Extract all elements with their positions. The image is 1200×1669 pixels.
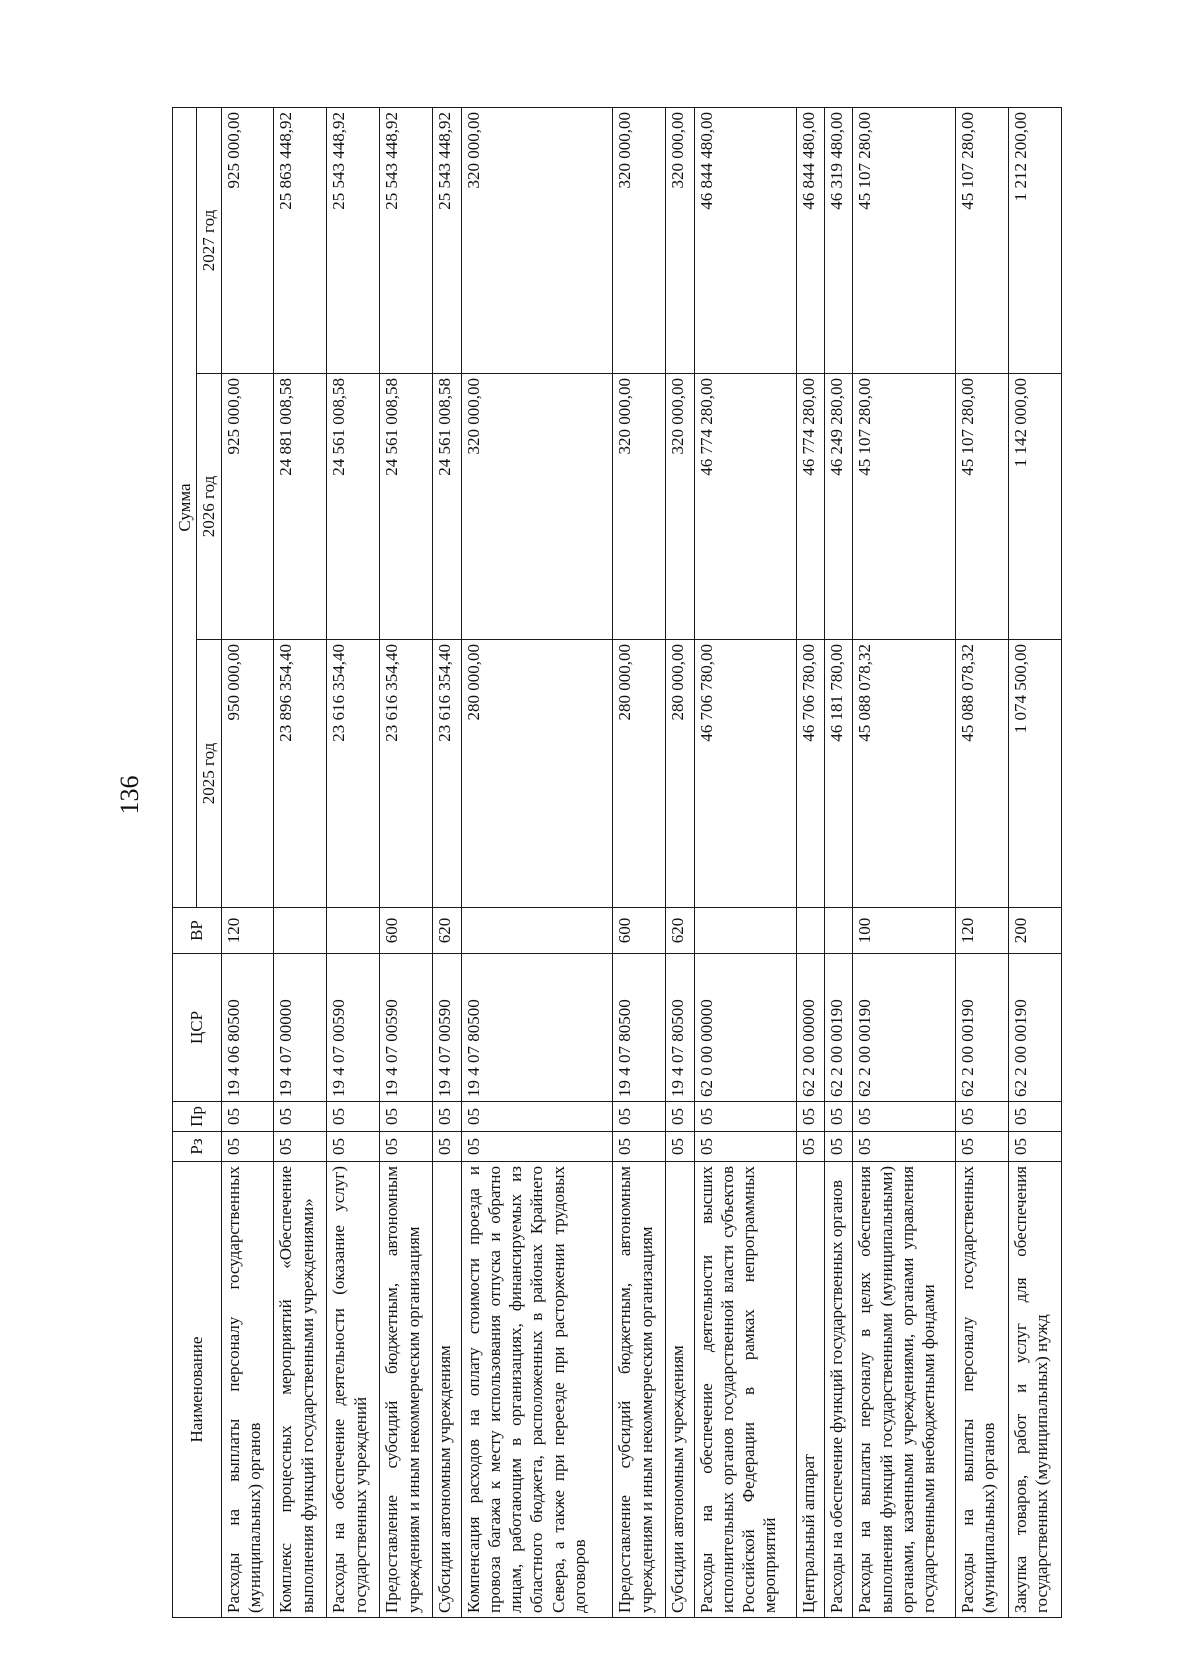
cell-pr: 05 — [666, 1102, 694, 1132]
cell-2025: 46 706 780,00 — [694, 640, 796, 908]
cell-pr: 05 — [461, 1102, 613, 1132]
cell-rz: 05 — [666, 1132, 694, 1162]
cell-rz: 05 — [274, 1132, 327, 1162]
cell-pr: 05 — [825, 1102, 853, 1132]
cell-name: Предоставление субсидий бюджетным, автономным учреждениям и иным некоммерческим организациям — [613, 1162, 666, 1618]
cell-name: Субсидии автономным учреждениям — [666, 1162, 694, 1618]
cell-vr: 600 — [613, 908, 666, 954]
cell-rz: 05 — [433, 1132, 461, 1162]
table-row — [955, 108, 1008, 1618]
table-row — [274, 108, 327, 1618]
table-row — [433, 108, 461, 1618]
cell-2025: 950 000,00 — [221, 640, 274, 908]
cell-csr: 19 4 07 00590 — [380, 954, 433, 1102]
cell-pr: 05 — [613, 1102, 666, 1132]
cell-name: Комплекс процессных мероприятий «Обеспечение выполнения функций государственными учреждениями» — [274, 1162, 327, 1618]
cell-csr: 19 4 07 80500 — [613, 954, 666, 1102]
cell-name: Расходы на обеспечение функций государственных органов — [825, 1162, 853, 1618]
cell-rz: 05 — [613, 1132, 666, 1162]
cell-name: Центральный аппарат — [797, 1162, 825, 1618]
cell-2027: 25 543 448,92 — [433, 108, 461, 374]
cell-2026: 320 000,00 — [613, 374, 666, 640]
cell-rz: 05 — [797, 1132, 825, 1162]
cell-rz: 05 — [380, 1132, 433, 1162]
cell-rz: 05 — [825, 1132, 853, 1162]
cell-2026: 46 774 280,00 — [694, 374, 796, 640]
cell-pr: 05 — [853, 1102, 955, 1132]
header-rz: Рз — [173, 1132, 222, 1162]
cell-2027: 25 543 448,92 — [327, 108, 380, 374]
cell-csr: 62 0 00 00000 — [694, 954, 796, 1102]
cell-name: Субсидии автономным учреждениям — [433, 1162, 461, 1618]
cell-2025: 23 616 354,40 — [433, 640, 461, 908]
cell-vr — [797, 908, 825, 954]
cell-2027: 320 000,00 — [666, 108, 694, 374]
cell-2025: 46 706 780,00 — [797, 640, 825, 908]
header-2025: 2025 год — [197, 640, 221, 908]
header-2026: 2026 год — [197, 374, 221, 640]
cell-pr: 05 — [955, 1102, 1008, 1132]
table-row — [1008, 108, 1061, 1618]
cell-vr: 620 — [666, 908, 694, 954]
cell-2026: 46 249 280,00 — [825, 374, 853, 640]
cell-pr: 05 — [221, 1102, 274, 1132]
cell-vr: 120 — [221, 908, 274, 954]
cell-2026: 925 000,00 — [221, 374, 274, 640]
cell-2027: 25 543 448,92 — [380, 108, 433, 374]
cell-name: Расходы на выплаты персоналу в целях обеспечения выполнения функций государственными (муниципальными) органами, казенными учреждениями, органами управления государственными внебюджетными фондами — [853, 1162, 955, 1618]
cell-csr: 19 4 07 00590 — [327, 954, 380, 1102]
rotated-page-content — [172, 108, 1062, 1618]
header-pr: Пр — [173, 1102, 222, 1132]
cell-2025: 23 616 354,40 — [380, 640, 433, 908]
cell-2026: 46 774 280,00 — [797, 374, 825, 640]
cell-2027: 45 107 280,00 — [853, 108, 955, 374]
cell-2026: 24 561 008,58 — [380, 374, 433, 640]
table-row — [380, 108, 433, 1618]
cell-csr: 19 4 07 00590 — [433, 954, 461, 1102]
cell-2027: 320 000,00 — [461, 108, 613, 374]
cell-vr — [327, 908, 380, 954]
table-row — [825, 108, 853, 1618]
cell-name: Расходы на выплаты персоналу государственных (муниципальных) органов — [955, 1162, 1008, 1618]
cell-vr — [694, 908, 796, 954]
cell-2027: 46 844 480,00 — [694, 108, 796, 374]
cell-2027: 46 319 480,00 — [825, 108, 853, 374]
table-row — [613, 108, 666, 1618]
cell-pr: 05 — [380, 1102, 433, 1132]
cell-rz: 05 — [955, 1132, 1008, 1162]
cell-rz: 05 — [694, 1132, 796, 1162]
cell-2027: 45 107 280,00 — [955, 108, 1008, 374]
cell-vr — [274, 908, 327, 954]
cell-2027: 925 000,00 — [221, 108, 274, 374]
header-vr: ВР — [173, 908, 222, 954]
table-row — [694, 108, 796, 1618]
table-row — [327, 108, 380, 1618]
cell-2025: 280 000,00 — [613, 640, 666, 908]
cell-vr: 120 — [955, 908, 1008, 954]
table-body — [221, 108, 1062, 1618]
cell-2025: 45 088 078,32 — [853, 640, 955, 908]
cell-2025: 45 088 078,32 — [955, 640, 1008, 908]
cell-pr: 05 — [694, 1102, 796, 1132]
cell-2026: 24 561 008,58 — [327, 374, 380, 640]
cell-csr: 19 4 07 80500 — [461, 954, 613, 1102]
cell-2026: 1 142 000,00 — [1008, 374, 1061, 640]
table-row — [797, 108, 825, 1618]
cell-2026: 24 561 008,58 — [433, 374, 461, 640]
cell-vr: 600 — [380, 908, 433, 954]
table-row — [461, 108, 613, 1618]
cell-csr: 62 2 00 00000 — [797, 954, 825, 1102]
cell-name: Расходы на обеспечение деятельности высших исполнительных органов государственной власти субъектов Российской Федерации в рамках непрограммных мероприятий — [694, 1162, 796, 1618]
cell-2025: 46 181 780,00 — [825, 640, 853, 908]
cell-vr: 100 — [853, 908, 955, 954]
cell-vr: 620 — [433, 908, 461, 954]
cell-rz: 05 — [327, 1132, 380, 1162]
table-row — [666, 108, 694, 1618]
budget-table — [172, 107, 1062, 1618]
header-sum: Сумма — [173, 108, 197, 908]
cell-rz: 05 — [1008, 1132, 1061, 1162]
cell-csr: 62 2 00 00190 — [1008, 954, 1061, 1102]
cell-csr: 62 2 00 00190 — [825, 954, 853, 1102]
page-number: 136 — [115, 775, 144, 815]
cell-pr: 05 — [274, 1102, 327, 1132]
cell-2027: 320 000,00 — [613, 108, 666, 374]
cell-2026: 24 881 008,58 — [274, 374, 327, 640]
table-row — [221, 108, 274, 1618]
cell-csr: 19 4 07 80500 — [666, 954, 694, 1102]
cell-pr: 05 — [1008, 1102, 1061, 1132]
cell-csr: 62 2 00 00190 — [955, 954, 1008, 1102]
cell-rz: 05 — [221, 1132, 274, 1162]
table-header — [173, 108, 222, 1618]
cell-vr — [461, 908, 613, 954]
cell-2026: 320 000,00 — [461, 374, 613, 640]
cell-2025: 23 896 354,40 — [274, 640, 327, 908]
cell-pr: 05 — [797, 1102, 825, 1132]
header-name: Наименование — [173, 1162, 222, 1618]
cell-name: Компенсация расходов на оплату стоимости проезда и провоза багажа к месту использования отпуска и обратно лицам, работающим в организациях, финансируемых из областного бюджета, расположенных в районах Крайнего Севера, а также при переезде при расторжении трудовых договоров — [461, 1162, 613, 1618]
cell-2027: 25 863 448,92 — [274, 108, 327, 374]
cell-csr: 19 4 07 00000 — [274, 954, 327, 1102]
cell-rz: 05 — [461, 1132, 613, 1162]
cell-pr: 05 — [327, 1102, 380, 1132]
cell-name: Расходы на выплаты персоналу государственных (муниципальных) органов — [221, 1162, 274, 1618]
cell-vr — [825, 908, 853, 954]
cell-2025: 23 616 354,40 — [327, 640, 380, 908]
header-2027: 2027 год — [197, 108, 221, 374]
cell-name: Закупка товаров, работ и услуг для обеспечения государственных (муниципальных) нужд — [1008, 1162, 1061, 1618]
header-csr: ЦСР — [173, 954, 222, 1102]
cell-2025: 1 074 500,00 — [1008, 640, 1061, 908]
cell-pr: 05 — [433, 1102, 461, 1132]
cell-name: Предоставление субсидий бюджетным, автономным учреждениям и иным некоммерческим организациям — [380, 1162, 433, 1618]
cell-2026: 320 000,00 — [666, 374, 694, 640]
cell-name: Расходы на обеспечение деятельности (оказание услуг) государственных учреждений — [327, 1162, 380, 1618]
table-row — [853, 108, 955, 1618]
cell-2026: 45 107 280,00 — [955, 374, 1008, 640]
cell-csr: 62 2 00 00190 — [853, 954, 955, 1102]
cell-vr: 200 — [1008, 908, 1061, 954]
cell-rz: 05 — [853, 1132, 955, 1162]
cell-2027: 46 844 480,00 — [797, 108, 825, 374]
cell-csr: 19 4 06 80500 — [221, 954, 274, 1102]
cell-2027: 1 212 200,00 — [1008, 108, 1061, 374]
cell-2025: 280 000,00 — [666, 640, 694, 908]
cell-2025: 280 000,00 — [461, 640, 613, 908]
cell-2026: 45 107 280,00 — [853, 374, 955, 640]
